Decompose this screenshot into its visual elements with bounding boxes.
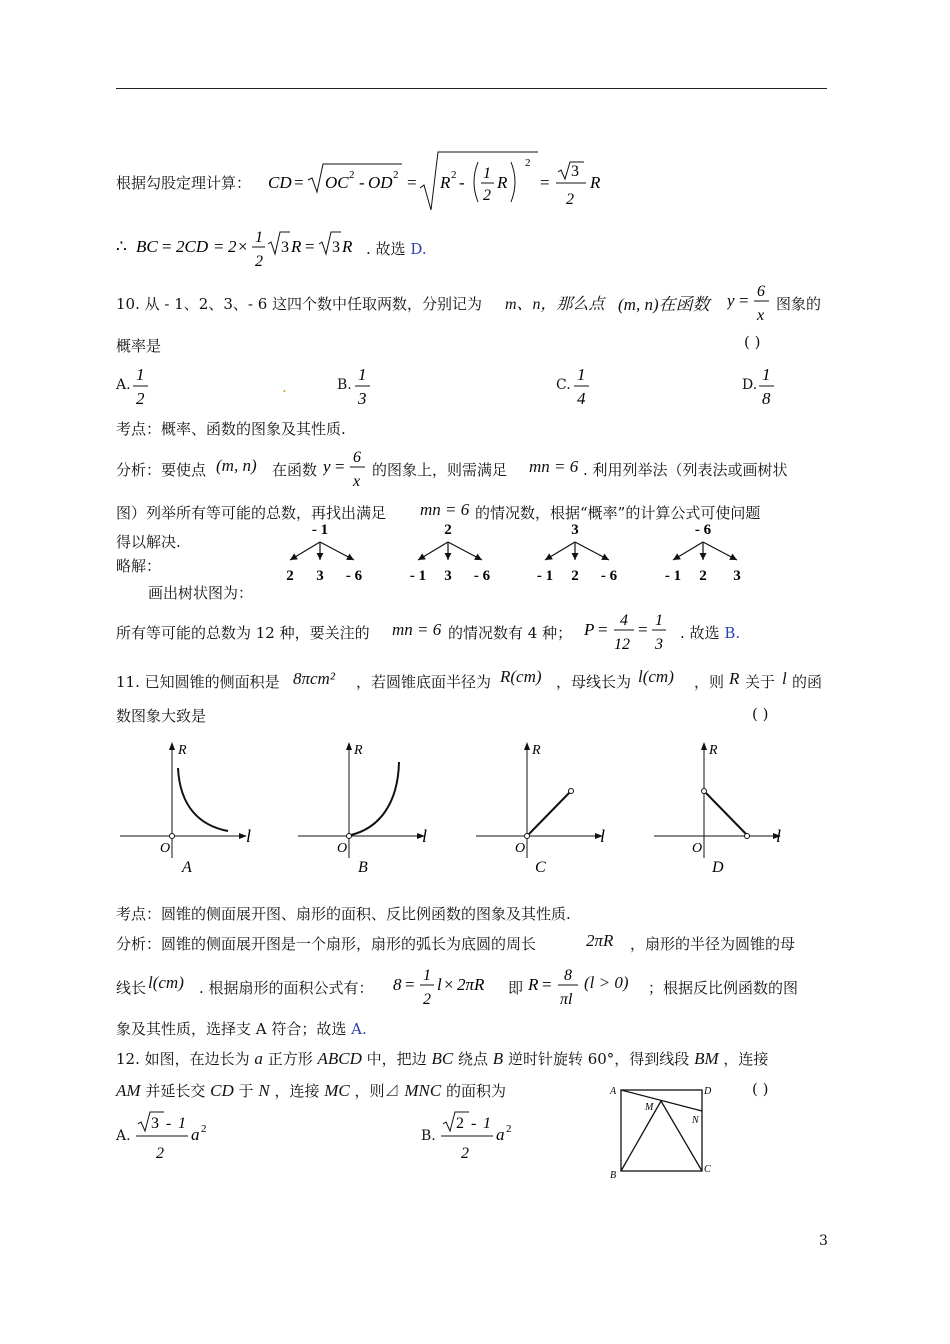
svg-text:=: = xyxy=(739,291,749,310)
svg-text:3: 3 xyxy=(571,163,579,180)
tree-leaf: - 1 xyxy=(664,568,682,584)
tree-leaf: - 6 xyxy=(473,568,491,584)
q12-j: BM xyxy=(694,1049,719,1068)
q11-fx2c: . 根据扇形的面积公式有： xyxy=(199,979,374,997)
q10-tree-label xyxy=(148,582,253,603)
q10-option-d-label: D. xyxy=(742,377,758,393)
q11-paren xyxy=(752,705,768,723)
q11-then xyxy=(694,671,724,692)
q12-d: ABCD xyxy=(317,1049,362,1068)
q12-l2g: MC xyxy=(324,1081,350,1100)
q10-option-a-frac xyxy=(130,362,154,414)
q10-option-b-label: B. xyxy=(337,377,352,393)
q12-l2d: 于 xyxy=(238,1082,254,1100)
q11-fx1c: ，扇形的半径为圆锥的母 xyxy=(630,935,796,953)
q10-total-a: 所有等可能的总数为 12 种，要关注的 xyxy=(116,624,370,642)
svg-text:y: y xyxy=(727,291,735,310)
q11-a: 11. 已知圆锥的侧面积是 xyxy=(116,673,280,691)
q10-option-a[interactable] xyxy=(116,377,131,393)
q10-stem-c: (m, n)在函数 xyxy=(618,295,710,314)
q11-fx2g: (l > 0) xyxy=(584,973,629,992)
graph-d-caption: D xyxy=(712,859,724,876)
page-number xyxy=(819,1233,828,1249)
sq-label-m: M xyxy=(645,1102,654,1113)
svg-text:2: 2 xyxy=(451,169,457,181)
q12-option-a-expr xyxy=(134,1108,224,1168)
svg-text:R: R xyxy=(440,173,451,192)
q10-line2-text: 概率是 xyxy=(116,337,162,355)
q11-sector-eq-svg xyxy=(393,960,503,1010)
tree-arrowhead xyxy=(700,553,707,560)
q10-total-ans: B. xyxy=(724,624,741,642)
q10-fx1e: 的图象上，则需满足 xyxy=(372,461,508,479)
svg-text:2: 2 xyxy=(525,157,531,169)
svg-text:3: 3 xyxy=(151,1115,159,1132)
q11-fx1b: 2πR xyxy=(586,931,614,950)
svg-text:=: = xyxy=(405,975,415,994)
svg-text:1: 1 xyxy=(178,1115,186,1132)
svg-text:P: P xyxy=(584,620,595,639)
q11-radius-text xyxy=(356,671,491,692)
tree-leaf: 3 xyxy=(316,568,324,584)
q10-tree-label-text: 画出树状图为： xyxy=(148,584,254,602)
q12-h: B xyxy=(492,1049,504,1068)
svg-text:2: 2 xyxy=(423,991,431,1008)
graph-c-origin: O xyxy=(515,841,526,856)
graph-b-caption: B xyxy=(358,859,368,876)
pythagoras-text: 根据勾股定理计算： xyxy=(116,174,252,192)
q10-option-b-svg xyxy=(352,362,376,410)
graph-d-xlabel: l xyxy=(776,826,782,846)
graph-b xyxy=(294,738,454,878)
q11-i: 关于 xyxy=(745,673,776,691)
svg-text:R: R xyxy=(497,173,508,192)
graph-b-ylabel: R xyxy=(354,743,363,758)
graph-d-origin: O xyxy=(692,841,703,856)
svg-text:OD: OD xyxy=(368,173,393,192)
svg-text:2: 2 xyxy=(461,1145,469,1162)
tree-root-2: 2 xyxy=(444,522,452,538)
q10-analysis-func-svg xyxy=(323,444,373,492)
svg-text:1: 1 xyxy=(483,165,491,182)
q11-slant xyxy=(638,667,674,687)
q11-fx2b: l(cm) xyxy=(148,973,184,992)
svg-text:R: R xyxy=(590,173,601,192)
q10-analysis-3 xyxy=(116,531,181,552)
graph-a-origin: O xyxy=(160,841,171,856)
q11-about xyxy=(745,671,775,692)
q10-fx2b: mn = 6 xyxy=(420,500,470,519)
svg-text:=: = xyxy=(638,620,648,639)
graph-c-caption: C xyxy=(535,859,546,876)
graph-a xyxy=(116,738,276,878)
q10-fx2a: 图）列举所有等可能的总数，再找出满足 xyxy=(116,504,387,522)
svg-text:2: 2 xyxy=(393,169,399,181)
q11-analysis-2-cond xyxy=(584,973,629,993)
q11-line2 xyxy=(116,705,206,726)
tree-leaf: - 1 xyxy=(536,568,554,584)
q10-stem-e: 图象的 xyxy=(776,295,822,313)
tree-diagram xyxy=(270,518,770,590)
q12-k: ，连接 xyxy=(723,1050,769,1068)
graph-b-origin: O xyxy=(337,841,348,856)
svg-text:=: = xyxy=(540,173,550,192)
svg-text:1: 1 xyxy=(762,365,771,384)
q11-analysis-2 xyxy=(116,977,146,998)
q11-g: ，则 xyxy=(694,673,725,691)
q11-analysis-2-R xyxy=(528,960,588,1014)
q12-l2h: ，则⊿ xyxy=(354,1082,400,1100)
tree-root-4: - 6 xyxy=(694,522,712,538)
svg-text:2: 2 xyxy=(201,1123,207,1135)
q12-l2a: AM xyxy=(116,1081,141,1100)
q11-kaodian-text: 考点：圆锥的侧面展开图、扇形的面积、反比例函数的图象及其性质. xyxy=(116,905,571,923)
q11-area xyxy=(293,669,335,689)
svg-text:12: 12 xyxy=(614,636,630,653)
q10-total-mn xyxy=(392,620,441,640)
svg-text:×: × xyxy=(444,975,454,994)
q11-line2-text: 数图象大致是 xyxy=(116,707,207,725)
q11-d: R(cm) xyxy=(500,667,542,686)
q12-option-b-label: B. xyxy=(421,1128,436,1144)
q12-l2f: ，连接 xyxy=(274,1082,320,1100)
q12-c: 正方形 xyxy=(267,1050,313,1068)
graph-a-ylabel: R xyxy=(178,743,187,758)
q11-analysis-1 xyxy=(116,933,536,954)
q11-analysis-circ xyxy=(586,931,613,951)
q11-R xyxy=(729,669,739,689)
svg-text:1: 1 xyxy=(577,365,586,384)
svg-text:R: R xyxy=(528,975,539,994)
tree-leaf: - 6 xyxy=(345,568,363,584)
q10-option-a-label: A. xyxy=(116,377,131,393)
pythagoras-formula-svg xyxy=(268,150,628,214)
q12-e: 中，把边 xyxy=(366,1050,427,1068)
q10-analysis-2-mn xyxy=(420,500,469,520)
svg-text:-: - xyxy=(359,173,365,192)
graph-c-xlabel: l xyxy=(600,826,606,846)
svg-text:2: 2 xyxy=(506,1123,512,1135)
svg-text:=: = xyxy=(214,237,224,256)
svg-text:1: 1 xyxy=(136,365,145,384)
q10-option-c-label: C. xyxy=(556,377,571,393)
svg-text:=: = xyxy=(305,237,315,256)
q10-option-a-svg xyxy=(130,362,154,410)
sq-label-n: N xyxy=(692,1115,699,1126)
svg-text:BC: BC xyxy=(136,237,158,256)
q10-option-d-frac xyxy=(756,362,780,414)
tree-leaf: - 1 xyxy=(409,568,427,584)
svg-text:a: a xyxy=(191,1125,200,1144)
q10-dot: . xyxy=(282,378,287,396)
sq-label-b: B xyxy=(610,1170,617,1181)
svg-text:2: 2 xyxy=(228,237,237,256)
q11-fx2a: 线长 xyxy=(116,979,147,997)
q11-analysis-1-end xyxy=(630,933,795,954)
q12-g: 绕点 xyxy=(457,1050,488,1068)
q10-option-d-svg xyxy=(756,362,780,410)
page-number-text: 3 xyxy=(819,1233,828,1249)
q12-a: 12. 如图，在边长为 xyxy=(116,1050,250,1068)
q10-luejie-text: 略解： xyxy=(116,557,162,575)
graph-c xyxy=(472,738,632,878)
svg-text:=: = xyxy=(294,173,304,192)
bc-formula-svg xyxy=(116,222,386,274)
bc-line xyxy=(116,222,386,278)
bc-tail: . 故选 xyxy=(366,240,406,258)
q10-total-b: mn = 6 xyxy=(392,620,442,639)
q10-analysis-need xyxy=(372,459,507,480)
svg-text:2CD: 2CD xyxy=(176,237,209,256)
svg-text:2πR: 2πR xyxy=(457,975,485,994)
header-rule xyxy=(116,88,827,89)
q11-analysis-3 xyxy=(116,1018,367,1039)
q11-fx3ans: A. xyxy=(351,1020,367,1038)
q11-fx1a: 分析：圆锥的侧面展开图是一个扇形，扇形的弧长为底圆的周长 xyxy=(116,935,537,953)
q10-analysis-1 xyxy=(116,459,206,480)
q11-radius xyxy=(500,667,542,687)
svg-text:=: = xyxy=(335,457,345,476)
svg-text:3: 3 xyxy=(332,239,340,256)
q12-l2i: MNC xyxy=(404,1081,442,1100)
q11-l xyxy=(782,669,787,689)
q10-function-svg xyxy=(727,278,777,326)
q10-total-c: 的情况数有 4 种； xyxy=(448,624,573,642)
q11-f: l(cm) xyxy=(638,667,674,686)
svg-text:y: y xyxy=(323,457,331,476)
svg-text:8: 8 xyxy=(762,389,771,408)
q10-total-answer xyxy=(680,622,740,643)
svg-text:=: = xyxy=(542,975,552,994)
q11-k: 的函 xyxy=(792,673,823,691)
bc-answer xyxy=(366,238,427,259)
q12-f: BC xyxy=(431,1049,454,1068)
q10-option-b[interactable] xyxy=(337,377,352,393)
q11-func xyxy=(792,671,822,692)
pythagoras-line xyxy=(116,172,251,193)
svg-text:∴: ∴ xyxy=(116,237,127,256)
q11-kaodian xyxy=(116,903,571,924)
svg-text:2: 2 xyxy=(456,1115,464,1132)
q10-analysis-method xyxy=(583,459,788,480)
graph-d-ylabel: R xyxy=(709,743,718,758)
svg-text:3: 3 xyxy=(358,389,367,408)
q10-option-c-svg xyxy=(571,362,595,410)
svg-text:x: x xyxy=(757,307,765,324)
q12-option-b-expr xyxy=(439,1108,529,1168)
svg-text:1: 1 xyxy=(483,1115,491,1132)
q11-slant-text xyxy=(556,671,631,692)
q10-fx1b: (m, n) xyxy=(216,456,257,475)
tree-leaf: 2 xyxy=(286,568,294,584)
tree-arrowhead xyxy=(445,553,452,560)
q10-analysis-point xyxy=(216,456,257,476)
svg-text:a: a xyxy=(496,1125,505,1144)
q12-line2 xyxy=(116,1080,506,1101)
q10-line2 xyxy=(116,335,161,356)
svg-text:CD: CD xyxy=(268,173,292,192)
q10-total-prob xyxy=(584,605,674,659)
svg-text:6: 6 xyxy=(757,283,765,300)
q10-fx3: 得以解决. xyxy=(116,533,181,551)
bc-answer-choice: D. xyxy=(410,240,427,258)
tree-leaf: - 6 xyxy=(600,568,618,584)
graph-a-xlabel: l xyxy=(246,826,252,846)
q12-l2b: 并延长交 xyxy=(145,1082,206,1100)
svg-text:-: - xyxy=(459,173,465,192)
q10-analysis-mn xyxy=(529,457,578,477)
graph-b-xlabel: l xyxy=(422,826,428,846)
q10-total-e: . 故选 xyxy=(680,624,720,642)
pythagoras-formula xyxy=(268,150,628,218)
q11-c: ，若圆锥底面半径为 xyxy=(356,673,492,691)
tree-leaf: 3 xyxy=(444,568,452,584)
svg-text:OC: OC xyxy=(325,173,349,192)
q12-paren xyxy=(752,1080,768,1098)
q11-analysis-2-eq xyxy=(393,960,503,1014)
tree-leaf: 2 xyxy=(699,568,707,584)
q10-option-d[interactable] xyxy=(742,377,757,393)
svg-text:2: 2 xyxy=(156,1145,164,1162)
q11-fx3a: 象及其性质，选择支 A 符合；故选 xyxy=(116,1020,347,1038)
svg-text:2: 2 xyxy=(255,253,263,270)
tree-arrowhead xyxy=(317,553,324,560)
svg-text:-: - xyxy=(166,1115,172,1132)
q11-analysis-2-formula-text xyxy=(199,977,374,998)
q10-fx1g: . 利用列举法（列表法或画树状 xyxy=(583,461,788,479)
sq-label-a: A xyxy=(610,1086,617,1097)
q12-option-b[interactable] xyxy=(421,1128,436,1144)
q10-paren xyxy=(744,333,760,351)
q11-paren-text: ( ) xyxy=(752,705,769,723)
tree-leaf: 2 xyxy=(571,568,579,584)
svg-text:-: - xyxy=(471,1115,477,1132)
q10-fx1a: 分析：要使点 xyxy=(116,461,207,479)
graph-c-ylabel: R xyxy=(532,743,541,758)
square-figure xyxy=(604,1080,724,1182)
svg-text:x: x xyxy=(353,473,361,490)
svg-text:8: 8 xyxy=(564,967,572,984)
q10-stem-point xyxy=(618,290,710,315)
q10-fx1f: mn = 6 xyxy=(529,457,579,476)
q10-option-b-frac xyxy=(352,362,376,414)
q12-l2j: 的面积为 xyxy=(445,1082,506,1100)
q12-option-a[interactable] xyxy=(116,1128,131,1144)
q10-stem xyxy=(116,293,482,314)
svg-text:l: l xyxy=(437,975,442,994)
q12-option-a-label: A. xyxy=(116,1128,131,1144)
graph-a-caption: A xyxy=(182,859,192,876)
svg-text:1: 1 xyxy=(423,967,431,984)
svg-text:4: 4 xyxy=(577,389,586,408)
q10-analysis-in xyxy=(272,459,317,480)
q10-total-prob-svg xyxy=(584,605,674,655)
q10-luejie xyxy=(116,555,161,576)
q10-kaodian-text: 考点：概率、函数的图象及其性质. xyxy=(116,420,346,438)
svg-text:2: 2 xyxy=(349,169,355,181)
q12-stem xyxy=(116,1048,768,1069)
tree-arrowhead xyxy=(572,553,579,560)
q10-fx2c: 的情况数，根据“概率”的计算公式可使问题 xyxy=(475,504,761,522)
q10-total xyxy=(116,622,370,643)
q12-b: a xyxy=(254,1049,263,1068)
sq-label-c: C xyxy=(704,1164,711,1175)
svg-text:1: 1 xyxy=(655,612,663,629)
svg-text:2: 2 xyxy=(566,191,574,208)
q10-option-c-frac xyxy=(571,362,595,414)
q11-stem xyxy=(116,671,280,692)
tree-root-1: - 1 xyxy=(311,522,329,538)
q10-fx1c: 在函数 xyxy=(272,461,318,479)
q12-option-a-svg xyxy=(134,1108,224,1164)
q10-total-cases xyxy=(448,622,572,643)
svg-text:R: R xyxy=(291,237,302,256)
svg-text:2: 2 xyxy=(136,389,145,408)
q12-paren-text: ( ) xyxy=(752,1080,769,1098)
svg-text:=: = xyxy=(162,237,172,256)
q11-fx2e: 即 xyxy=(508,979,524,997)
svg-text:=: = xyxy=(598,620,608,639)
q12-i: 逆时针旋转 60°，得到线段 xyxy=(507,1050,690,1068)
q10-analysis-func xyxy=(323,444,373,496)
q10-option-c[interactable] xyxy=(556,377,571,393)
svg-text:3: 3 xyxy=(281,239,289,256)
q10-stem-mn xyxy=(505,291,605,314)
svg-text:2: 2 xyxy=(483,187,491,204)
tree-leaf: 3 xyxy=(733,568,741,584)
q11-e: ，母线长为 xyxy=(556,673,632,691)
sq-label-d: D xyxy=(704,1086,712,1097)
q11-analysis-2-ji xyxy=(508,977,523,998)
svg-text:6: 6 xyxy=(353,449,361,466)
q10-stem-end xyxy=(776,293,821,314)
q11-j: l xyxy=(782,669,787,688)
svg-text:3: 3 xyxy=(655,636,663,653)
svg-text:×: × xyxy=(238,237,248,256)
q12-option-b-svg xyxy=(439,1108,529,1164)
q10-stem-b: m、n，那么点 xyxy=(505,296,605,313)
q11-b: 8πcm² xyxy=(293,669,335,688)
svg-text:1: 1 xyxy=(358,365,367,384)
svg-text:4: 4 xyxy=(620,612,628,629)
svg-text:=: = xyxy=(407,173,417,192)
q11-analysis-2-l xyxy=(148,973,184,993)
q11-h: R xyxy=(729,669,740,688)
q12-l2c: CD xyxy=(210,1081,234,1100)
q10-paren-text: ( ) xyxy=(744,333,761,351)
graph-d xyxy=(650,738,810,878)
svg-text:πl: πl xyxy=(560,991,573,1008)
q10-stem-a: 10. 从 - 1、2、3、- 6 这四个数中任取两数，分别记为 xyxy=(116,295,483,313)
q11-analysis-2-end xyxy=(648,977,798,998)
svg-text:8: 8 xyxy=(393,975,402,994)
q11-R-eq-svg xyxy=(528,960,588,1010)
tree-root-3: 3 xyxy=(571,522,579,538)
q11-fx2h: ；根据反比例函数的图 xyxy=(648,979,799,997)
q10-function xyxy=(727,278,777,330)
q12-l2e: N xyxy=(258,1081,270,1100)
q10-kaodian xyxy=(116,418,346,439)
svg-text:1: 1 xyxy=(255,229,263,246)
svg-text:R: R xyxy=(342,237,353,256)
